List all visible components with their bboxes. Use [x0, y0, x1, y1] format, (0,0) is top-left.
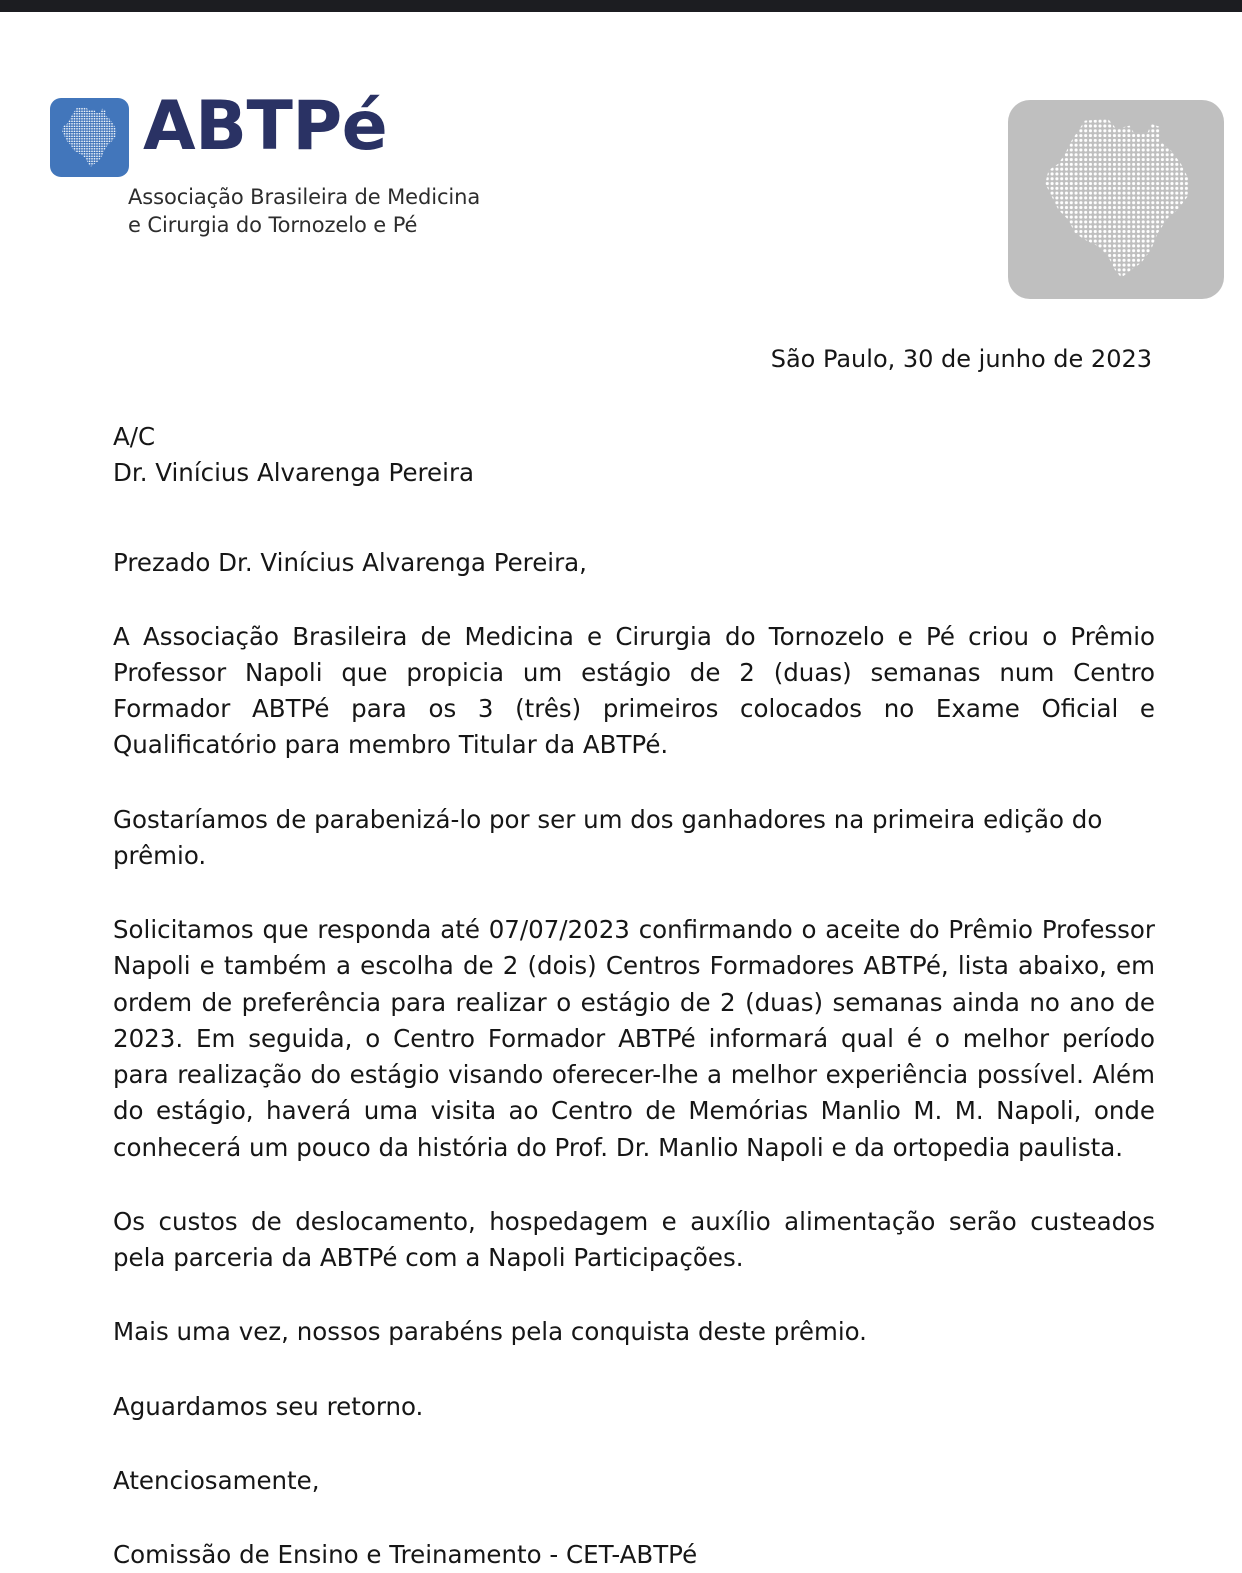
- signature-line: Comissão de Ensino e Treinamento - CET-ABTPé: [113, 1540, 698, 1570]
- attention-label: A/C: [113, 422, 156, 452]
- brazil-map-dotted-watermark-icon: [1008, 100, 1224, 299]
- paragraph-5: Mais uma vez, nossos parabéns pela conquista deste prêmio.: [113, 1317, 867, 1347]
- paragraph-3: Solicitamos que responda até 07/07/2023 confirmando o aceite do Prêmio Professor Napoli e também a escolha de 2 (dois) Centros Formadores ABTPé, lista abaixo, em ordem de preferência para realizar o estágio de 2 (duas) semanas ainda no ano de 2023. Em seguida, o Centro Formador ABTPé informará qual é o melhor período para realização do estágio visando oferecer-lhe a melhor experiência possível. Além do estágio, haverá uma visita ao Centro de Memórias Manlio M. M. Napoli, onde conhecerá um pouco da história do Prof. Dr. Manlio Napoli e da ortopedia paulista.: [113, 915, 1155, 1162]
- screenshot-top-bar: [0, 0, 1242, 12]
- paragraph-4: Os custos de deslocamento, hospedagem e auxílio alimentação serão custeados pela parceria da ABTPé com a Napoli Participações.: [113, 1206, 1155, 1273]
- letterhead-subtitle-line-1: Associação Brasileira de Medicina: [128, 185, 481, 209]
- letter-body: [113, 344, 1155, 1573]
- paragraph-1: A Associação Brasileira de Medicina e Cirurgia do Tornozelo e Pé criou o Prêmio Professor Napoli que propicia um estágio de 2 (duas) semanas num Centro Formador ABTPé para os 3 (três) primeiros colocados no Exame Oficial e Qualificatório para membro Titular da ABTPé.: [113, 621, 1155, 760]
- paragraph-2: Gostaríamos de parabenizá-lo por ser um dos ganhadores na primeira edição do prêmio.: [113, 804, 1103, 870]
- brand-row: [50, 87, 570, 177]
- greeting: Prezado Dr. Vinícius Alvarenga Pereira,: [113, 548, 587, 578]
- recipient-name: Dr. Vinícius Alvarenga Pereira: [113, 457, 475, 487]
- addressee-block: [113, 419, 1155, 490]
- closing: Atenciosamente,: [113, 1465, 320, 1495]
- brazil-map-dotted-icon: [50, 98, 129, 177]
- wordmark: ABTPé: [143, 87, 388, 166]
- paragraph-6: Aguardamos seu retorno.: [113, 1391, 424, 1421]
- letterhead: [50, 87, 570, 240]
- letterhead-subtitle: [128, 183, 570, 240]
- letterhead-subtitle-line-2: e Cirurgia do Tornozelo e Pé: [128, 213, 418, 238]
- dateline: São Paulo, 30 de junho de 2023: [770, 345, 1152, 373]
